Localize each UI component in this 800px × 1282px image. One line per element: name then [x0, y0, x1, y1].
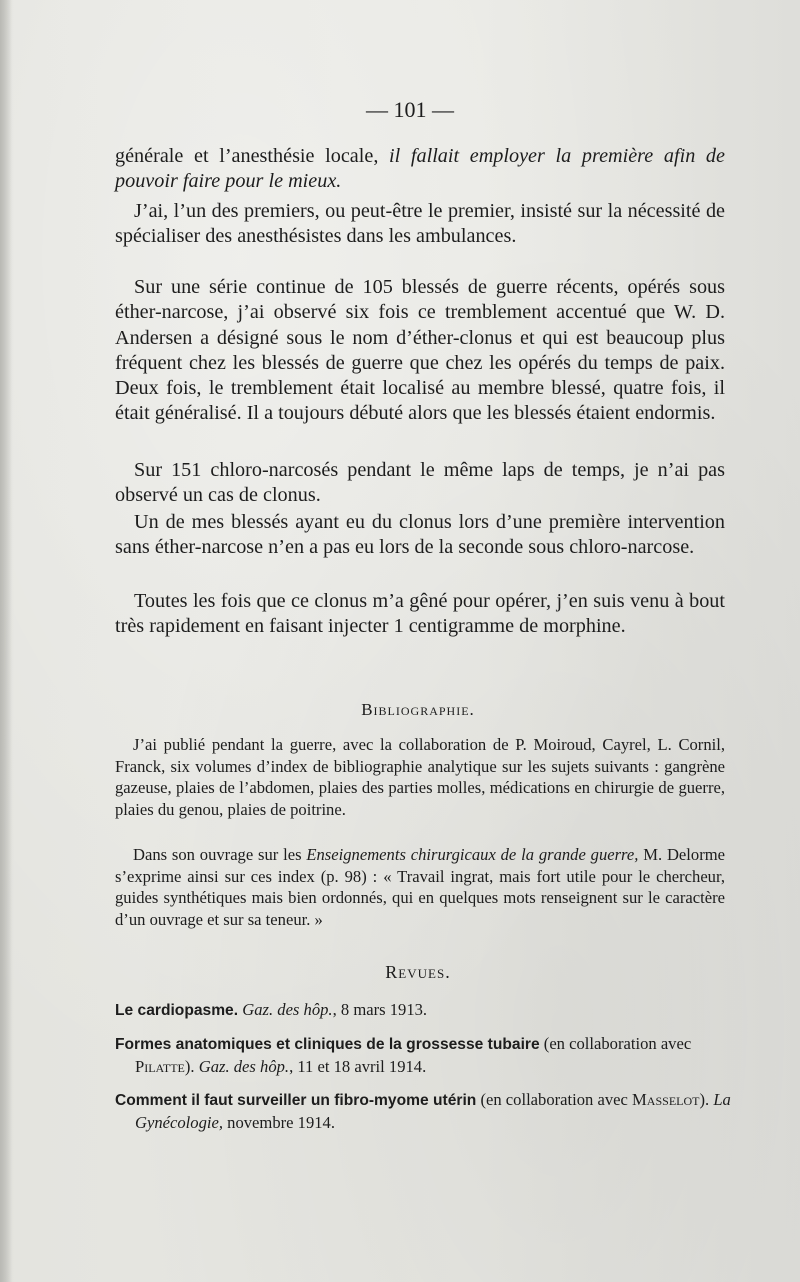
paragraph-morphine: Toutes les fois que ce clonus m’a gêné pour opérer, j’en suis venu à bout très rapidement en faisant injecter 1 centigramme de morphine.: [115, 590, 725, 638]
revue-journal: La Gynécologie,: [135, 1090, 731, 1132]
revue-collaborator: Masselot: [632, 1090, 700, 1109]
revue-text: ).: [184, 1057, 199, 1076]
revue-text: (en collaboration avec: [539, 1034, 692, 1053]
revue-title: Formes anatomiques et cliniques de la grossesse tubaire: [115, 1036, 540, 1053]
revues-heading: Revues.: [385, 962, 451, 982]
paragraph-premiere-intervention: Un de mes blessés ayant eu du clonus lors d’une première intervention sans éther-narcose n’en a pas eu lors de la seconde sous chloro-narcose.: [115, 511, 725, 559]
bibliographie-heading: Bibliographie.: [361, 700, 475, 719]
paragraph-chloro-narcoses: Sur 151 chloro-narcosés pendant le même laps de temps, je n’ai pas observé un cas de clonus.: [115, 459, 725, 507]
revue-collaborator: Pilatte: [135, 1057, 185, 1076]
paragraph-specialiser: J’ai, l’un des premiers, ou peut-être le premier, insisté sur la nécessité de spécialiser des anesthésistes dans les ambulances.: [115, 200, 725, 248]
paragraph-anesthesie: [115, 144, 725, 195]
revue-title: Le cardiopasme.: [115, 1002, 239, 1019]
revue-entry: [115, 999, 745, 1022]
revue-entry: [115, 1089, 745, 1134]
bibliographie-text: Dans son ouvrage sur les: [133, 845, 307, 864]
revue-date: , 8 mars 1913.: [332, 1000, 428, 1019]
bibliographie-italic: Enseignements chirurgicaux de la grande guerre,: [306, 845, 639, 864]
bibliographie-index: J’ai publié pendant la guerre, avec la collaboration de P. Moiroud, Cayrel, L. Cornil, Franck, six volumes d’index de bibliographie analytique sur les sujets suivants : gangrène gazeuse, plaies de l’abdomen, plaies des parties molles, médications en chirurgie de guerre, plaies du genou, plaies de poitrine.: [115, 735, 725, 819]
revue-journal: Gaz. des hôp.: [242, 1000, 333, 1019]
paragraph-italic: il fallait employer la première afin de pouvoir faire pour le mieux.: [115, 145, 725, 193]
paragraph-text: générale et l’anesthésie locale,: [115, 145, 390, 167]
revue-text: ).: [699, 1090, 714, 1109]
page-edge-shadow: [0, 0, 12, 1282]
bibliographie-quote: M. Delorme s’exprime ainsi sur ces index (p. 98) : « Travail ingrat, mais fort utile pour le chercheur, guides synthétiques mais bien ordonnés, qui en quelques mots renseignent sur le caractère d’un ouvrage et sur sa teneur. »: [115, 845, 725, 929]
paragraph-ether-clonus: Sur une série continue de 105 blessés de guerre récents, opérés sous éther-narcose, j’ai observé six fois ce tremblement accentué que W. D. Andersen a désigné sous le nom d’éther-clonus et qui est beaucoup plus fréquent chez les blessés de guerre que chez les opérés du temps de paix. Deux fois, le tremblement était localisé au membre blessé, quatre fois, il était généralisé. Il a toujours débuté alors que les blessés étaient endormis.: [115, 276, 725, 425]
revue-date: novembre 1914.: [223, 1113, 335, 1132]
bibliographie-delorme: [115, 844, 725, 930]
revue-date: , 11 et 18 avril 1914.: [289, 1057, 427, 1076]
revue-entry: [115, 1033, 745, 1078]
revue-journal: Gaz. des hôp.: [198, 1057, 290, 1076]
revue-title: Comment il faut surveiller un fibro-myome utérin: [115, 1092, 477, 1109]
revue-text: (en collaboration avec: [476, 1090, 633, 1109]
page-number: — 101 —: [366, 97, 454, 122]
